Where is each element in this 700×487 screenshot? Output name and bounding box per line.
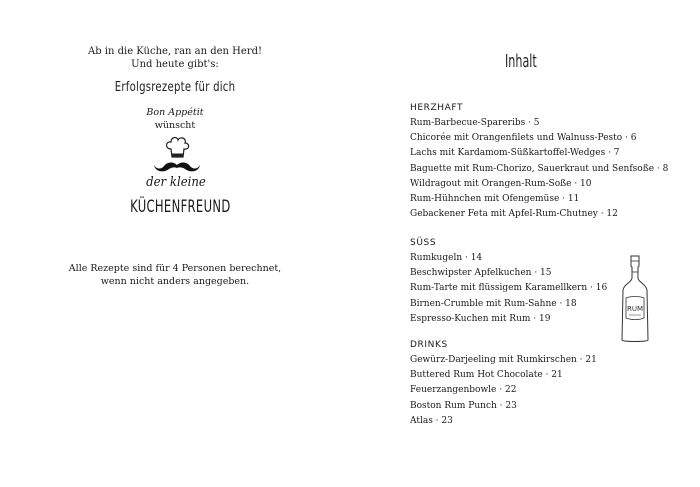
toc-title: Inhalt [505,51,537,72]
logo-line-1: der kleine [146,175,206,190]
bottle-label: RUM [626,305,644,313]
intro-line: Ab in die Küche, ran an den Herd! [87,46,263,57]
section-heading: SÜSS [410,238,437,248]
toc-entry: Espresso-Kuchen mit Rum · 19 [410,313,551,324]
toc-entry: Lachs mit Kardamom-Süßkartoffel-Wedges · 7 [410,148,620,159]
toc-entry: Atlas · 23 [410,415,453,426]
section-heading: DRINKS [410,340,448,350]
toc-entry: Rumkugeln · 14 [410,253,483,263]
rum-bottle-icon [618,254,652,344]
toc-entry: Beschwipster Apfelkuchen · 15 [410,268,552,279]
toc-entry: Wildragout mit Orangen-Rum-Soße · 10 [410,178,592,189]
toc-entry: Rum-Hühnchen mit Ofengemüse · 11 [410,193,580,204]
handwritten-title: Erfolgsrezepte für dich [114,80,236,95]
toc-entry: Buttered Rum Hot Chocolate · 21 [410,370,563,381]
toc-entry: Feuerzangenbowle · 22 [410,385,517,396]
toc-entry: Rum-Tarte mit flüssigem Karamellkern · 16 [410,283,608,294]
toc-entry: Birnen-Crumble mit Rum-Sahne · 18 [410,298,577,309]
chef-hat-icon [162,135,192,161]
toc-entry: Gewürz-Darjeeling mit Rumkirschen · 21 [410,355,597,365]
kuechenfreund-logo [116,135,238,227]
toc-entry: Baguette mit Rum-Chorizo, Sauerkraut und Senfsoße · 8 [410,163,669,174]
toc-entry: Rum-Barbecue-Spareribs · 5 [410,118,540,128]
toc-entry: Chicorée mit Orangenfilets und Walnuss-Pesto · 6 [410,133,637,144]
logo-line-2: KÜCHENFREUND [130,197,231,217]
toc-entry: Gebackener Feta mit Apfel-Rum-Chutney · 12 [410,209,618,220]
section-heading: HERZHAFT [410,103,464,113]
right-page [350,0,700,487]
servings-note: Alle Rezepte sind für 4 Personen berechnet, [68,263,282,274]
mustache-icon [152,160,202,174]
toc-section-herzhaft [410,100,680,222]
wishes-text: wünscht [154,120,196,131]
servings-note: wenn nicht anders angegeben. [100,276,250,287]
toc-entry: Boston Rum Punch · 23 [410,400,517,411]
bon-appetit-text: Bon Appétit [146,107,204,118]
toc-section-drinks [410,337,680,429]
intro-line: Und heute gibt's: [131,59,219,70]
